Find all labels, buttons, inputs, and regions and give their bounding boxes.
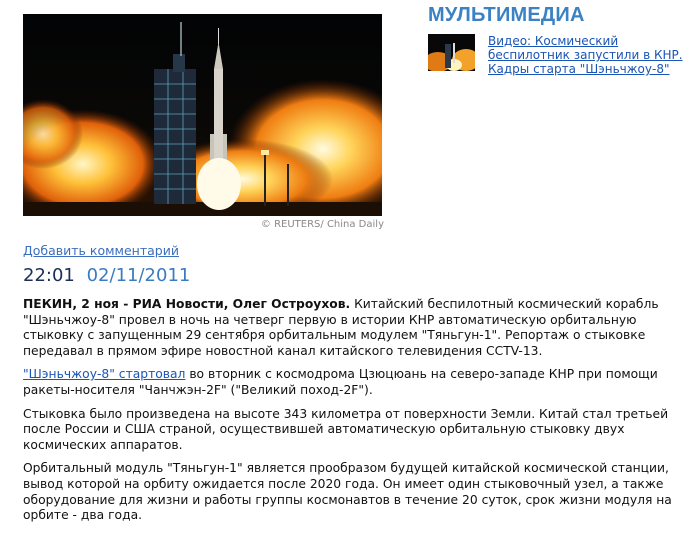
video-thumbnail[interactable] — [428, 34, 475, 71]
rocket-launch-image — [23, 14, 382, 216]
article-date[interactable]: 02/11/2011 — [86, 265, 191, 286]
article-dateline: ПЕКИН, 2 ноя - РИА Новости, Олег Остроухов. — [23, 297, 351, 311]
video-link[interactable]: Видео: Космический беспилотник запустили в КНР. Кадры старта "Шэньчжоу-8" — [488, 34, 683, 76]
article-paragraph — [23, 367, 691, 398]
article-paragraph — [23, 407, 691, 454]
paragraph-text: Орбитальный модуль "Тяньгун-1" является прообразом будущей китайской космической станции, вывод которой на орбиту ожидается после 2020 года. Он имеет один стыковочный узел, а также оборудование для жизни и работы группы космонавтов в течение 20 суток, срок жизни модуля на орбите - два года. — [23, 461, 672, 523]
shenzhou-launch-link[interactable]: "Шэньчжоу-8" стартовал — [23, 367, 186, 382]
article-paragraph — [23, 297, 691, 359]
multimedia-heading: МУЛЬТИМЕДИА — [428, 4, 585, 26]
paragraph-text: во вторник с космодрома Цзюцюань на северо-западе КНР при помощи ракеты-носителя "Чанчжэн-2F" ("Великий поход-2F"). — [23, 367, 658, 397]
video-thumbnail-image — [428, 34, 475, 71]
photo-caption: © REUTERS/ China Daily — [260, 219, 384, 230]
launch-photo — [23, 14, 382, 216]
article-paragraph — [23, 461, 691, 523]
add-comment-link[interactable]: Добавить комментарий — [23, 243, 179, 258]
article-time: 22:01 — [23, 265, 75, 286]
article-datetime — [23, 265, 190, 286]
paragraph-text: Китайский беспилотный космический корабль "Шэньчжоу-8" провел в ночь на четверг первую в истории КНР автоматическую орбитальную стыковку с запущенным 29 сентября орбитальным модулем "Тяньгун-1". Репортаж о стыковке передавал в прямом эфире новостной канал китайского телевидения CCTV-13. — [23, 297, 659, 358]
paragraph-text: Стыковка было произведена на высоте 343 километра от поверхности Земли. Китай стал третьей после России и США страной, осуществившей автоматическую орбитальную стыковку двух космических аппаратов. — [23, 406, 669, 452]
article-body — [23, 297, 691, 532]
